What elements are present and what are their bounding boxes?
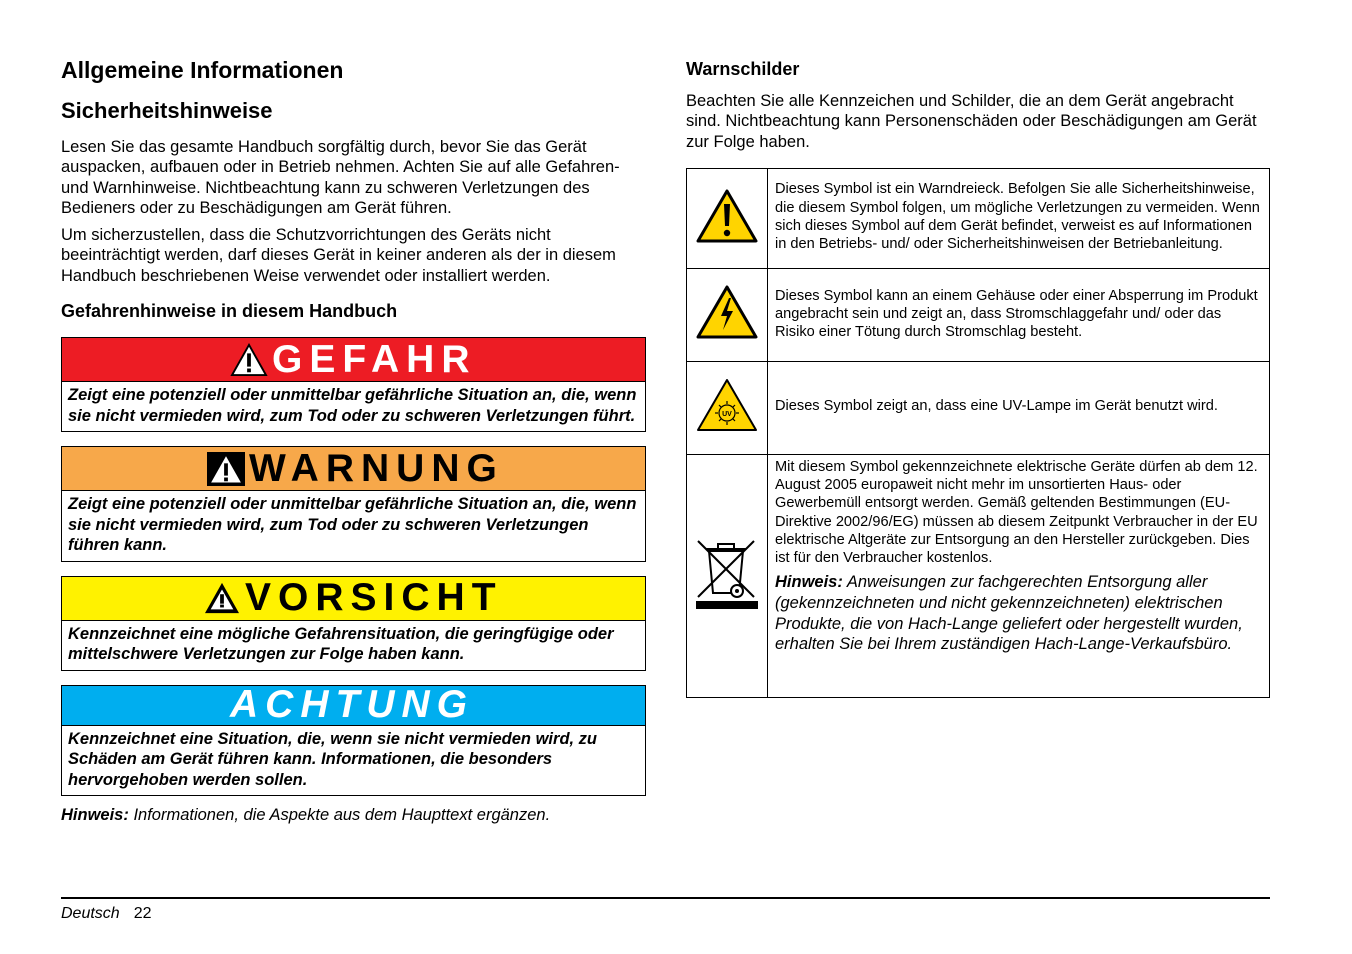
warning-triangle-icon: [695, 188, 759, 244]
note-label: Hinweis:: [61, 806, 129, 825]
warning-labels-intro: Beachten Sie alle Kennzeichen und Schilder, die an dem Gerät angebracht sind. Nichtbeachtung kann Personenschäden oder Beschädigungen am Gerät zur Folge haben.: [686, 92, 1257, 151]
symbol-text: Mit diesem Symbol gekennzeichnete elektrische Geräte dürfen ab dem 12. August 2005 europaweit nicht mehr im unsortierten Haus- oder Gewerbemüll entsorgt werden. Gemäß geltenden Bestimmungen (EU-Direktive 2002/96/EG) müssen ab diesem Zeitpunkt Verbraucher in der EU elektrische Altgeräte zur Entsorgung an den Hersteller zurückgeben. Dies ist für den Verbraucher kostenlos.: [775, 458, 1258, 566]
warning-labels-heading: Warnschilder: [686, 59, 800, 79]
intro-paragraph: Lesen Sie das gesamte Handbuch sorgfältig durch, bevor Sie das Gerät auspacken, aufbauen oder in Betrieb nehmen. Achten Sie auf alle Gefahren- und Warnhinweise. Nichtbeachtung kann zu schweren Verletzungen des Bedieners oder zu Beschädigungen am Gerät führen.: [61, 138, 620, 217]
warning-triangle-icon: [230, 343, 268, 377]
hazard-word-warning: WARNUNG: [249, 446, 504, 490]
note-text: Informationen, die Aspekte aus dem Haupttext ergänzen.: [128, 806, 551, 825]
symbol-icon-cell: [687, 268, 768, 361]
hazard-word-caution: VORSICHT: [245, 576, 503, 620]
left-column: [61, 56, 649, 825]
hazard-header-warning: [62, 447, 645, 491]
symbol-icon-cell: [687, 168, 768, 268]
footer-language: Deutsch: [61, 905, 120, 922]
usage-paragraph: Um sicherzustellen, dass die Schutzvorrichtungen des Geräts nicht beeinträchtigt werden, darf dieses Gerät in keiner anderen als der in diesem Handbuch beschriebenen Weise verwendet oder installiert werden.: [61, 226, 616, 285]
symbol-text: Dieses Symbol ist ein Warndreieck. Befolgen Sie alle Sicherheitshinweise, die diesem Symbol folgen, um mögliche Verletzungen zu vermeiden. Wenn sich dieses Symbol auf dem Gerät befindet, verweist es auf Informationen in den Betriebs- und/ oder Sicherheitshinweisen der Betriebanleitung.: [768, 168, 1270, 268]
hazard-box-caution: [61, 576, 646, 671]
hazard-text-notice: Kennzeichnet eine Situation, die, wenn sie nicht vermieden wird, zu Schäden am Gerät führen kann. Informationen, die besonders hervorgehoben werden sollen.: [68, 729, 598, 789]
hazard-word-danger: GEFAHR: [272, 337, 477, 381]
disposal-note: [775, 572, 1262, 655]
crossed-bin-icon: [694, 535, 760, 611]
symbol-row: [687, 361, 1270, 454]
disposal-note-label: Hinweis:: [775, 573, 843, 592]
hazard-box-danger: [61, 337, 646, 432]
symbol-text-cell: [768, 454, 1270, 697]
hazard-header-caution: [62, 577, 645, 621]
disposal-note-text: Anweisungen zur fachgerechten Entsorgung aller (gekennzeichneten und nicht gekennzeichneten) elektrischen Produkte, die von Hach-Lange geliefert oder hergestellt wurden, erhalten Sie bei Ihrem zuständigen Hach-Lange-Verkaufsbüro.: [775, 573, 1243, 654]
hazard-header-notice: [62, 683, 645, 727]
symbol-row: [687, 268, 1270, 361]
page-number: 22: [133, 905, 152, 922]
uv-lamp-icon: [695, 377, 759, 433]
hazard-text-caution: Kennzeichnet eine mögliche Gefahrensituation, die geringfügige oder mittelschwere Verletzungen zur Folge haben kann.: [68, 624, 614, 664]
symbols-table: [686, 168, 1270, 698]
hazard-header-danger: [62, 338, 645, 382]
page-footer: [61, 905, 152, 923]
symbol-text: Dieses Symbol kann an einem Gehäuse oder einer Absperrung im Produkt angebracht sein und zeigt an, dass Stromschlaggefahr und/ oder das Risiko einer Tötung durch Stromschlag besteht.: [768, 268, 1270, 361]
symbol-row: [687, 168, 1270, 268]
symbol-row: [687, 454, 1270, 697]
subsection-title: Sicherheitshinweise: [61, 98, 273, 123]
footer-rule: [61, 897, 1270, 899]
warning-triangle-icon: [203, 581, 241, 615]
note: [61, 805, 649, 825]
warning-triangle-icon: [207, 452, 245, 486]
hazard-text-warning: Zeigt eine potenziell oder unmittelbar gefährliche Situation an, die, wenn sie nicht vermieden wird, zum Tod oder zu schweren Verletzungen führen kann.: [68, 495, 637, 555]
hazard-text-danger: Zeigt eine potenziell oder unmittelbar gefährliche Situation an, die, wenn sie nicht vermieden wird, zum Tod oder zu schweren Verletzungen führt.: [68, 386, 637, 425]
electric-shock-icon: [695, 284, 759, 340]
section-title: Allgemeine Informationen: [61, 57, 344, 83]
hazard-word-notice: ACHTUNG: [230, 683, 474, 727]
hazard-heading: Gefahrenhinweise in diesem Handbuch: [61, 301, 398, 322]
right-column: [686, 58, 1270, 698]
symbol-icon-cell: [687, 454, 768, 697]
svg-text:UV: UV: [722, 411, 732, 419]
symbol-text: Dieses Symbol zeigt an, dass eine UV-Lampe im Gerät benutzt wird.: [768, 361, 1270, 454]
symbol-icon-cell: [687, 361, 768, 454]
hazard-box-notice: [61, 685, 646, 797]
hazard-box-warning: [61, 446, 646, 562]
